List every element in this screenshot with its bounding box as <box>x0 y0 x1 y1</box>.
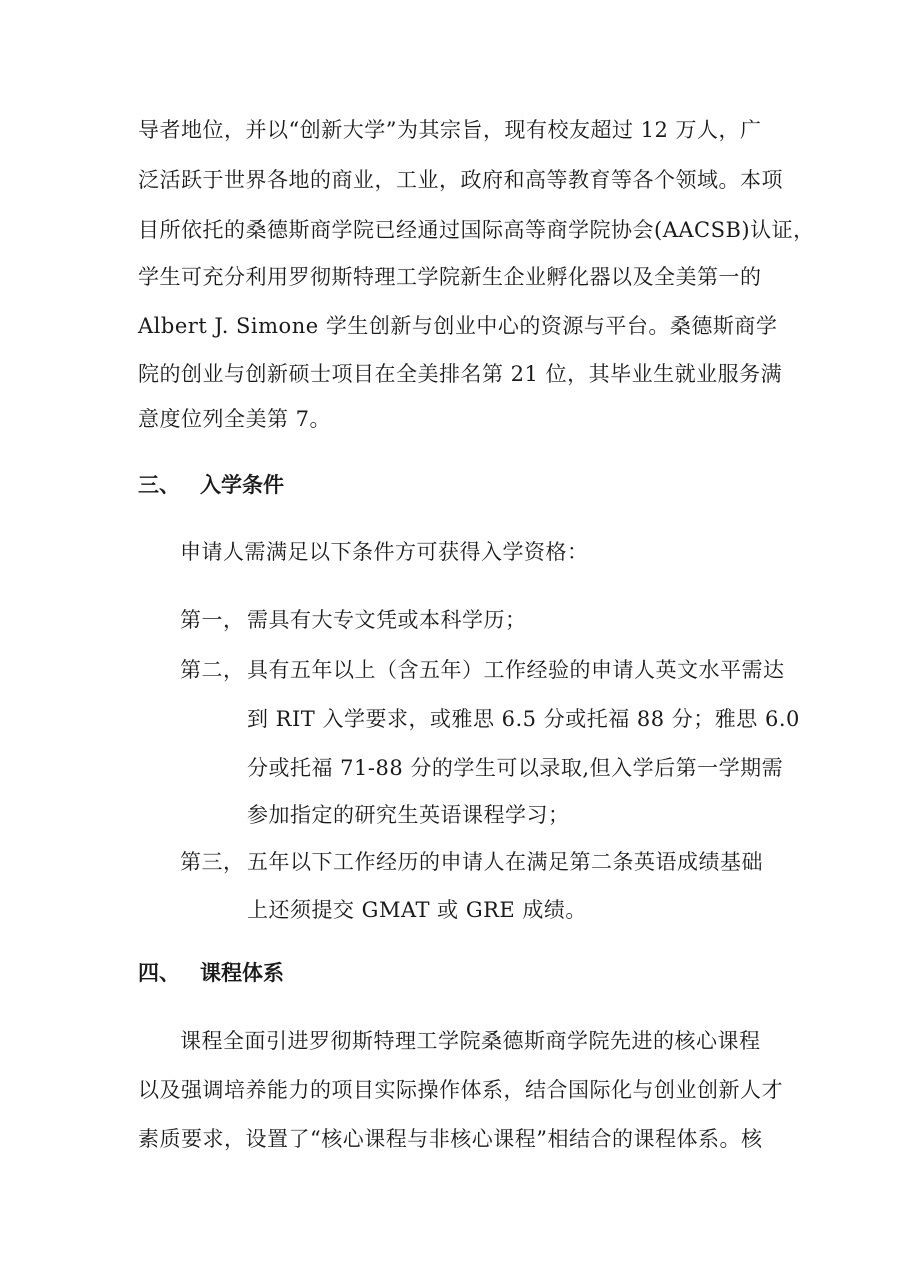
paragraph-line: 课程全面引进罗彻斯特理工学院桑德斯商学院先进的核心课程 <box>180 1029 761 1053</box>
section-title: 课程体系 <box>200 961 284 985</box>
list-item-label: 第一， <box>180 608 245 632</box>
intro-line: 院的创业与创新硕士项目在全美排名第 21 位，其毕业生就业服务满 <box>138 362 783 386</box>
section-lead: 申请人需满足以下条件方可获得入学资格： <box>180 540 589 564</box>
list-item-label: 第三， <box>180 850 245 874</box>
section-heading <box>138 958 284 988</box>
list-item-text: 参加指定的研究生英语课程学习； <box>247 803 570 827</box>
list-item-text: 具有五年以上（含五年）工作经验的申请人英文水平需达 <box>247 658 785 682</box>
section-heading <box>138 470 284 500</box>
section-title: 入学条件 <box>200 473 284 497</box>
list-item-text: 需具有大专文凭或本科学历； <box>247 608 527 632</box>
paragraph-line: 素质要求，设置了“核心课程与非核心课程”相结合的课程体系。核 <box>138 1127 763 1151</box>
intro-line: 目所依托的桑德斯商学院已经通过国际高等商学院协会(AACSB)认证， <box>138 218 815 242</box>
intro-line: Albert J. Simone 学生创新与创业中心的资源与平台。桑德斯商学 <box>138 314 778 338</box>
list-item-label: 第二， <box>180 658 245 682</box>
list-item-text: 分或托福 71-88 分的学生可以录取,但入学后第一学期需 <box>247 756 784 780</box>
list-item-text: 五年以下工作经历的申请人在满足第二条英语成绩基础 <box>247 850 763 874</box>
section-number: 三、 <box>138 473 180 497</box>
intro-line: 学生可充分利用罗彻斯特理工学院新生企业孵化器以及全美第一的 <box>138 265 762 289</box>
intro-line: 泛活跃于世界各地的商业，工业，政府和高等教育等各个领域。本项 <box>138 168 783 192</box>
intro-line: 意度位列全美第 7。 <box>138 407 332 431</box>
paragraph-line: 以及强调培养能力的项目实际操作体系，结合国际化与创业创新人才 <box>138 1078 783 1102</box>
intro-line: 导者地位，并以“创新大学”为其宗旨，现有校友超过 12 万人，广 <box>138 118 762 142</box>
list-item-text: 上还须提交 GMAT 或 GRE 成绩。 <box>247 898 587 922</box>
section-number: 四、 <box>138 961 180 985</box>
list-item-text: 到 RIT 入学要求，或雅思 6.5 分或托福 88 分；雅思 6.0 <box>247 707 800 731</box>
